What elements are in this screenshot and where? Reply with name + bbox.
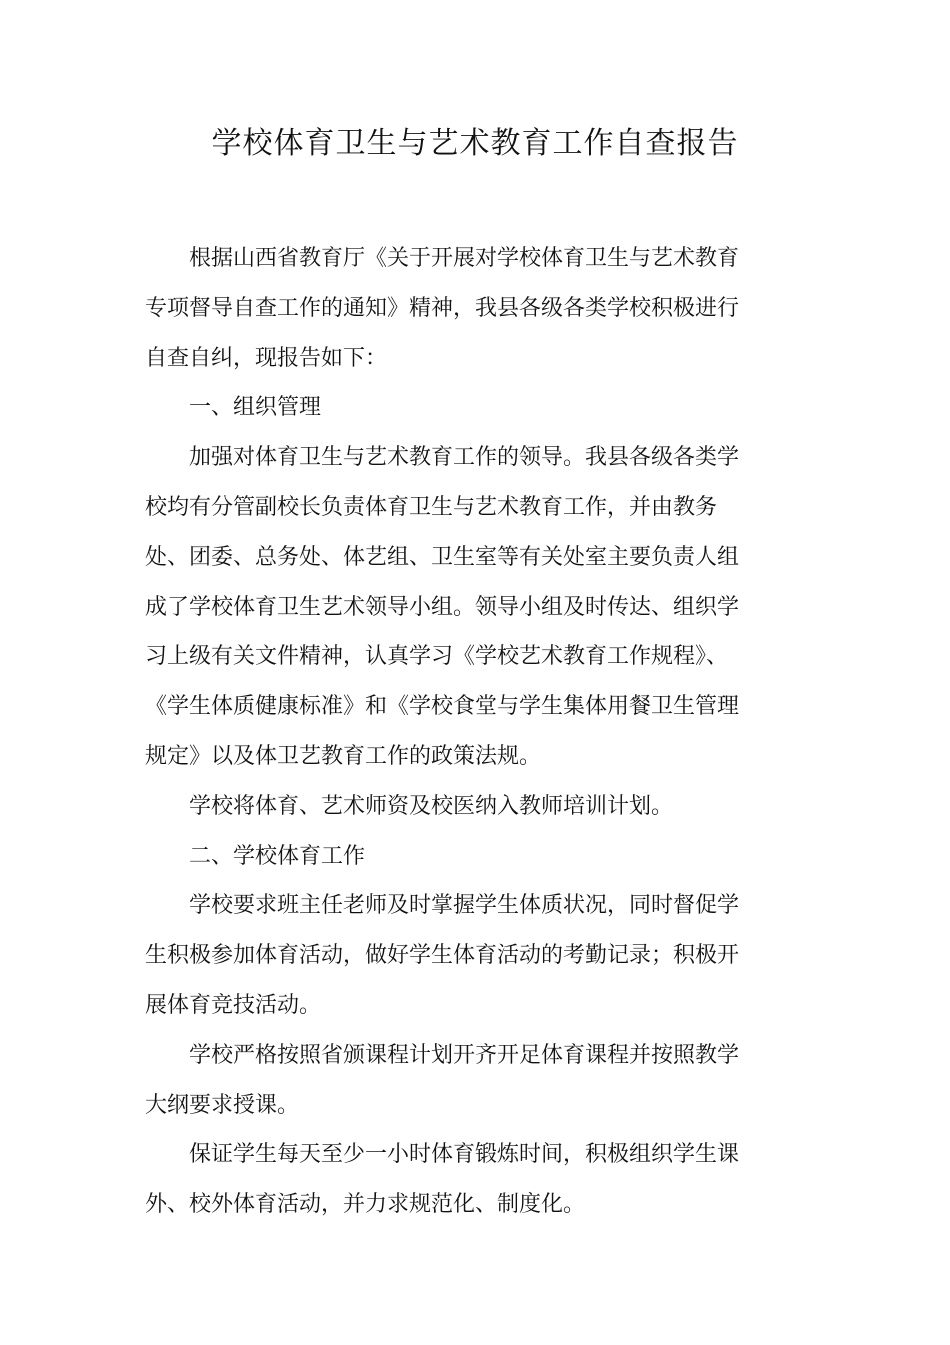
intro-paragraph: 根据山西省教育厅《关于开展对学校体育卫生与艺术教育专项督导自查工作的通知》精神，我县各级各类学校积极进行自查自纠，现报告如下： bbox=[145, 246, 740, 371]
document-title: 学校体育卫生与艺术教育工作自查报告 bbox=[211, 126, 739, 161]
training-paragraph: 学校将体育、艺术师资及校医纳入教师培训计划。 bbox=[189, 793, 674, 819]
document-body bbox=[145, 234, 745, 1230]
section-heading-sports: 二、学校体育工作 bbox=[189, 843, 366, 869]
sports-paragraph-3: 保证学生每天至少一小时体育锻炼时间，积极组织学生课外、校外体育活动，并力求规范化、制度化。 bbox=[145, 1142, 740, 1218]
organization-paragraph: 加强对体育卫生与艺术教育工作的领导。我县各级各类学校均有分管副校长负责体育卫生与艺术教育工作，并由教务处、团委、总务处、体艺组、卫生室等有关处室主要负责人组成了学校体育卫生艺术领导小组。领导小组及时传达、组织学习上级有关文件精神，认真学习《学校艺术教育工作规程》、《学生体质健康标准》和《学校食堂与学生集体用餐卫生管理规定》以及体卫艺教育工作的政策法规。 bbox=[145, 445, 740, 769]
sports-paragraph-1: 学校要求班主任老师及时掌握学生体质状况，同时督促学生积极参加体育活动，做好学生体育活动的考勤记录；积极开展体育竞技活动。 bbox=[145, 893, 740, 1018]
sports-paragraph-2: 学校严格按照省颁课程计划开齐开足体育课程并按照教学大纲要求授课。 bbox=[145, 1042, 740, 1118]
section-heading-organization: 一、组织管理 bbox=[189, 395, 322, 421]
